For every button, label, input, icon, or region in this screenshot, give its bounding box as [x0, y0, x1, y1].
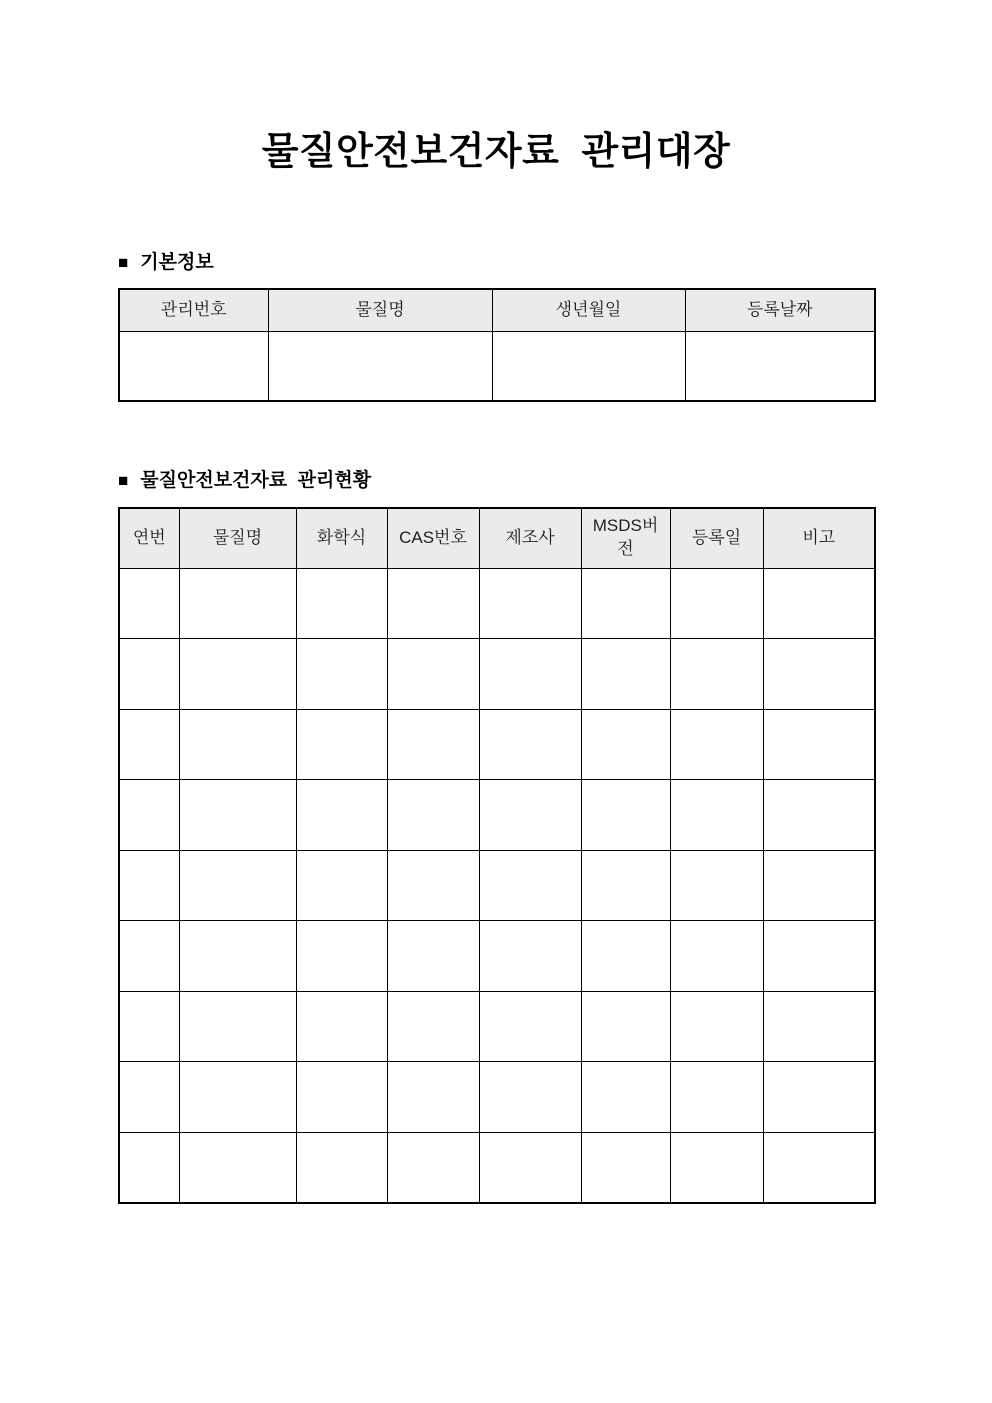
- table-row: [119, 921, 875, 992]
- basic-info-table: [118, 288, 876, 402]
- black-square-icon: ■: [118, 471, 129, 490]
- empty-cell: [179, 568, 296, 639]
- empty-cell: [581, 921, 670, 992]
- empty-cell: [479, 780, 581, 851]
- empty-cell: [179, 921, 296, 992]
- empty-cell: [479, 568, 581, 639]
- empty-cell: [387, 780, 479, 851]
- empty-cell: [670, 568, 763, 639]
- empty-cell: [296, 921, 387, 992]
- empty-cell: [581, 991, 670, 1062]
- empty-cell: [670, 991, 763, 1062]
- table-row: [119, 331, 875, 401]
- column-header-cas-number: CAS번호: [387, 508, 479, 568]
- empty-cell: [296, 568, 387, 639]
- empty-cell: [492, 331, 685, 401]
- empty-cell: [296, 991, 387, 1062]
- empty-cell: [119, 639, 179, 710]
- empty-cell: [179, 780, 296, 851]
- empty-cell: [670, 850, 763, 921]
- table-row: [119, 639, 875, 710]
- section-heading-basic-info: [118, 249, 874, 276]
- empty-cell: [119, 780, 179, 851]
- column-header-registration-day: 등록일: [670, 508, 763, 568]
- empty-cell: [479, 639, 581, 710]
- black-square-icon: ■: [118, 253, 129, 272]
- empty-cell: [119, 709, 179, 780]
- table-row: [119, 1062, 875, 1133]
- empty-cell: [119, 921, 179, 992]
- header-row: [119, 289, 875, 331]
- empty-cell: [119, 991, 179, 1062]
- empty-cell: [479, 921, 581, 992]
- empty-cell: [479, 991, 581, 1062]
- empty-cell: [387, 1132, 479, 1203]
- empty-cell: [479, 1132, 581, 1203]
- empty-cell: [763, 991, 875, 1062]
- empty-cell: [479, 850, 581, 921]
- empty-cell: [763, 709, 875, 780]
- table-row: [119, 568, 875, 639]
- empty-cell: [296, 850, 387, 921]
- empty-cell: [387, 1062, 479, 1133]
- table-row: [119, 1132, 875, 1203]
- empty-cell: [763, 639, 875, 710]
- section-heading-label: 기본정보: [140, 252, 214, 273]
- table-row: [119, 709, 875, 780]
- empty-cell: [670, 780, 763, 851]
- column-header-chemical-formula: 화학식: [296, 508, 387, 568]
- empty-cell: [670, 639, 763, 710]
- empty-cell: [581, 1132, 670, 1203]
- empty-cell: [296, 1132, 387, 1203]
- document-page: [118, 0, 874, 1204]
- basic-info-table-header: [119, 289, 875, 331]
- empty-cell: [119, 1132, 179, 1203]
- empty-cell: [387, 568, 479, 639]
- empty-cell: [581, 850, 670, 921]
- table-row: [119, 991, 875, 1062]
- table-row: [119, 850, 875, 921]
- empty-cell: [581, 780, 670, 851]
- empty-cell: [296, 1062, 387, 1133]
- column-header-management-number: 관리번호: [119, 289, 268, 331]
- empty-cell: [387, 921, 479, 992]
- column-header-msds-version: MSDS버전: [581, 508, 670, 568]
- column-header-remarks: 비고: [763, 508, 875, 568]
- empty-cell: [387, 639, 479, 710]
- empty-cell: [479, 1062, 581, 1133]
- empty-cell: [119, 1062, 179, 1133]
- section-heading-label: 물질안전보건자료 관리현황: [140, 470, 372, 491]
- empty-cell: [581, 709, 670, 780]
- column-header-birth-date: 생년월일: [492, 289, 685, 331]
- empty-cell: [179, 991, 296, 1062]
- empty-cell: [763, 1062, 875, 1133]
- empty-cell: [581, 1062, 670, 1133]
- empty-cell: [179, 850, 296, 921]
- msds-status-table: [118, 507, 876, 1204]
- column-header-substance-name: 물질명: [268, 289, 492, 331]
- empty-cell: [763, 921, 875, 992]
- empty-cell: [296, 639, 387, 710]
- empty-cell: [179, 709, 296, 780]
- empty-cell: [670, 921, 763, 992]
- header-row: [119, 508, 875, 568]
- empty-cell: [763, 568, 875, 639]
- page-title: 물질안전보건자료 관리대장: [261, 131, 731, 173]
- empty-cell: [119, 568, 179, 639]
- empty-cell: [387, 709, 479, 780]
- section-heading-msds-status: [118, 467, 874, 494]
- column-header-manufacturer: 제조사: [479, 508, 581, 568]
- empty-cell: [268, 331, 492, 401]
- column-header-registration-date: 등록날짜: [685, 289, 875, 331]
- empty-cell: [670, 1132, 763, 1203]
- empty-cell: [763, 1132, 875, 1203]
- empty-cell: [670, 1062, 763, 1133]
- empty-cell: [581, 639, 670, 710]
- empty-cell: [296, 709, 387, 780]
- empty-cell: [763, 850, 875, 921]
- empty-cell: [119, 331, 268, 401]
- empty-cell: [179, 1132, 296, 1203]
- empty-cell: [387, 991, 479, 1062]
- msds-status-table-body: [119, 568, 875, 1203]
- empty-cell: [179, 639, 296, 710]
- column-header-serial-number: 연번: [119, 508, 179, 568]
- empty-cell: [479, 709, 581, 780]
- empty-cell: [179, 1062, 296, 1133]
- empty-cell: [296, 780, 387, 851]
- empty-cell: [119, 850, 179, 921]
- table-row: [119, 780, 875, 851]
- empty-cell: [581, 568, 670, 639]
- msds-status-table-header: [119, 508, 875, 568]
- basic-info-table-body: [119, 331, 875, 401]
- empty-cell: [763, 780, 875, 851]
- column-header-substance-name: 물질명: [179, 508, 296, 568]
- empty-cell: [387, 850, 479, 921]
- empty-cell: [685, 331, 875, 401]
- empty-cell: [670, 709, 763, 780]
